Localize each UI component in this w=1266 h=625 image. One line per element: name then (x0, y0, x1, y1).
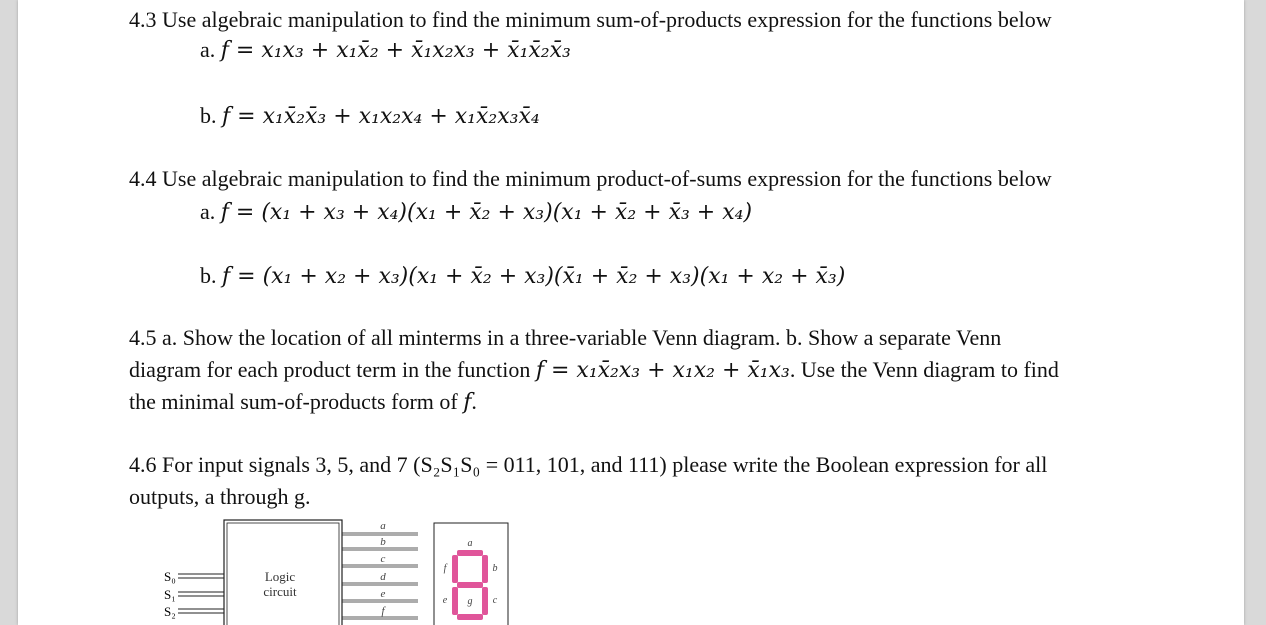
text: the minimal sum-of-products form of (129, 389, 464, 414)
problem-4-6-line2: outputs, a through g. (129, 484, 311, 509)
problem-4-5-line3 (129, 386, 477, 419)
equation: f = x₁x̄₂x̄₃ + x₁x₂x₄ + x₁x̄₂x₃x̄₄ (222, 104, 540, 129)
document-page (18, 0, 1244, 625)
output-label-f: f (381, 605, 385, 617)
segment-d (457, 614, 483, 620)
segment-label-c: c (492, 595, 498, 606)
segment-label-e: e (442, 595, 448, 606)
output-label-c: c (380, 553, 386, 565)
segment-label-g: g (467, 596, 473, 607)
segment-label-a: a (467, 538, 473, 549)
box-label-logic: Logic (264, 569, 296, 584)
text: . (471, 389, 477, 414)
item-label: a. (200, 37, 221, 62)
problem-4-5-line2 (129, 354, 1059, 387)
equation: f = x₁x₃ + x₁x̄₂ + x̄₁x₂x₃ + x̄₁x̄₂x̄₃ (220, 38, 571, 63)
input-label-s0: S₀ (164, 569, 176, 584)
equation: f (463, 390, 472, 415)
input-label-s1: S₁ (164, 587, 176, 602)
segment-label-f: f (443, 563, 447, 574)
segment-f (452, 555, 458, 583)
output-label-e: e (380, 588, 386, 600)
segment-b (482, 555, 488, 583)
segment-a (457, 550, 483, 556)
problem-4-4b (200, 263, 845, 289)
box-label-circuit: circuit (263, 584, 297, 599)
problem-4-3-text: 4.3 Use algebraic manipulation to find the minimum sum-of-products expression for the functions below (129, 7, 1052, 32)
equation: f = (x₁ + x₃ + x₄)(x₁ + x̄₂ + x₃)(x₁ + x̄₂ + x̄₃ + x₄) (220, 200, 753, 225)
segment-g (457, 582, 483, 588)
input-lines (178, 574, 224, 613)
item-label: b. (200, 263, 222, 288)
text: diagram for each product term in the function (129, 357, 536, 382)
problem-4-3a (200, 37, 571, 63)
equation: f = x₁x̄₂x₃ + x₁x₂ + x̄₁x₃ (535, 358, 790, 383)
segment-label-b: b (492, 563, 498, 574)
segment-e (452, 587, 458, 615)
problem-4-6-line1: 4.6 For input signals 3, 5, and 7 (S₂S₁S₀ = 011, 101, and 111) please write the Boolean expression for all (129, 452, 1048, 477)
input-label-s2: S₂ (164, 604, 176, 619)
seven-segment-digit (452, 550, 488, 620)
text: . Use the Venn diagram to find (789, 357, 1059, 382)
output-label-d: d (380, 571, 386, 583)
problem-4-4-text: 4.4 Use algebraic manipulation to find the minimum product-of-sums expression for the functions below (129, 166, 1052, 191)
problem-4-5-line1: 4.5 a. Show the location of all minterms in a three-variable Venn diagram. b. Show a separate Venn (129, 325, 1002, 350)
problem-4-3b (200, 103, 540, 129)
item-label: a. (200, 199, 221, 224)
segment-c (482, 587, 488, 615)
logic-circuit-figure (148, 515, 528, 625)
output-label-a: a (380, 520, 386, 532)
output-label-b: b (380, 536, 386, 548)
problem-4-4a (200, 199, 752, 225)
equation: f = (x₁ + x₂ + x₃)(x₁ + x̄₂ + x₃)(x̄₁ + x̄₂ + x₃)(x₁ + x₂ + x̄₃) (222, 264, 846, 289)
item-label: b. (200, 103, 222, 128)
